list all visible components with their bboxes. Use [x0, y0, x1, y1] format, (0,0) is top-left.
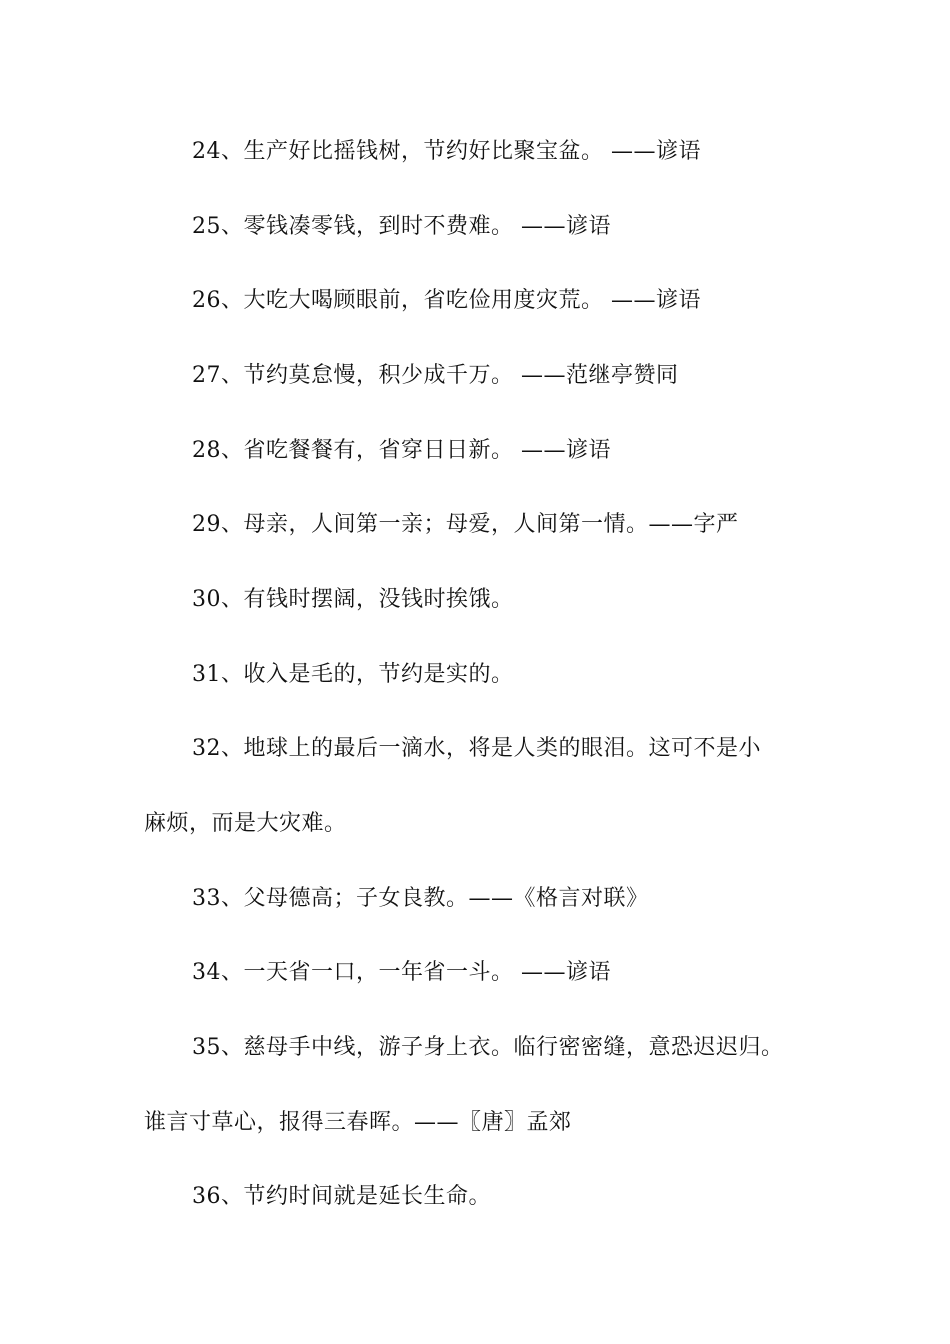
text-line: 26、大吃大喝顾眼前，省吃俭用度灾荒。 ——谚语: [192, 288, 701, 313]
text-line: 谁言寸草心，报得三春晖。——〖唐〗孟郊: [144, 1110, 572, 1135]
text-line: 麻烦，而是大灾难。: [144, 811, 347, 836]
text-line: 35、慈母手中线，游子身上衣。临行密密缝，意恐迟迟归。: [192, 1035, 784, 1060]
text-line: 29、母亲，人间第一亲；母爱，人间第一情。——字严: [192, 512, 739, 537]
text-line: 33、父母德高；子女良教。——《格言对联》: [192, 886, 649, 911]
text-line: 28、省吃餐餐有，省穿日日新。 ——谚语: [192, 438, 611, 463]
text-line: 24、生产好比摇钱树，节约好比聚宝盆。 ——谚语: [192, 139, 701, 164]
text-line: 27、节约莫怠慢，积少成千万。 ——范继亭赞同: [192, 363, 679, 388]
text-line: 30、有钱时摆阔，没钱时挨饿。: [192, 587, 514, 612]
text-line: 32、地球上的最后一滴水，将是人类的眼泪。这可不是小: [192, 736, 761, 761]
text-line: 34、一天省一口，一年省一斗。 ——谚语: [192, 960, 611, 985]
text-line: 36、节约时间就是延长生命。: [192, 1184, 491, 1209]
text-line: 31、收入是毛的，节约是实的。: [192, 662, 514, 687]
text-line: 25、零钱凑零钱，到时不费难。 ——谚语: [192, 214, 611, 239]
